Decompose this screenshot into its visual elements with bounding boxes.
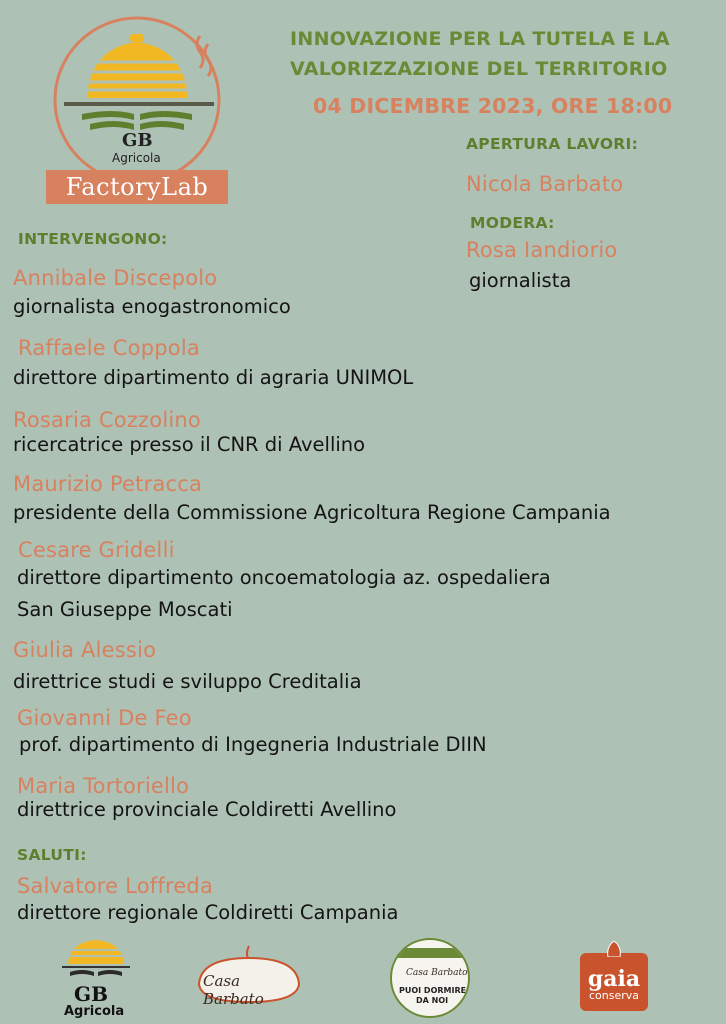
speaker-name: Raffaele Coppola	[18, 336, 200, 360]
conserva-text: conserva	[588, 989, 640, 1002]
speaker-role: direttore dipartimento oncoematologia az. ospedaliera	[17, 566, 551, 589]
gaia-text: gaia	[587, 966, 641, 992]
speaker-name: Giulia Alessio	[13, 638, 157, 662]
speaker-name: Maria Tortoriello	[17, 774, 190, 798]
footer-puoi-dormire-logo	[390, 938, 470, 1018]
speaker-name: Giovanni De Feo	[17, 706, 192, 730]
event-title	[290, 24, 670, 84]
speaker-role-continued: San Giuseppe Moscati	[17, 598, 233, 621]
puoi-dormire-top: Casa Barbato	[406, 968, 468, 978]
gb-cloche-icon	[60, 938, 132, 984]
speaker-name: Annibale Discepolo	[13, 266, 218, 290]
footer-casa-barbato-logo	[193, 944, 305, 1006]
footer-gb-agricola-logo	[60, 938, 132, 1020]
factorylab-logo	[42, 10, 232, 205]
apertura-name: Nicola Barbato	[466, 172, 624, 196]
speaker-name: Cesare Gridelli	[18, 538, 175, 562]
speaker-role: direttrice studi e sviluppo Creditalia	[13, 670, 362, 693]
title-line-1: INNOVAZIONE PER LA TUTELA E LA	[290, 28, 670, 50]
saluti-role: direttore regionale Coldiretti Campania	[17, 901, 399, 924]
logo-gb: GB	[122, 130, 153, 151]
footer-agricola-text: Agricola	[64, 1004, 125, 1019]
intervengono-label: INTERVENGONO:	[18, 230, 168, 248]
garlic-icon	[602, 941, 626, 957]
event-date: 04 DICEMBRE 2023, ORE 18:00	[313, 94, 673, 118]
modera-name: Rosa Iandiorio	[466, 238, 618, 262]
speaker-name: Maurizio Petracca	[13, 472, 203, 496]
speaker-role: ricercatrice presso il CNR di Avellino	[13, 433, 366, 456]
title-line-2: VALORIZZAZIONE DEL TERRITORIO	[290, 58, 668, 80]
speaker-role: giornalista enogastronomico	[13, 295, 291, 318]
casa-barbato-text: Casa Barbato	[203, 972, 264, 1008]
speaker-role: presidente della Commissione Agricoltura Regione Campania	[13, 501, 611, 524]
footer-gaia-conserva-logo	[580, 953, 648, 1011]
speaker-role: direttrice provinciale Coldiretti Avellino	[17, 798, 397, 821]
logo-factorylab-band: FactoryLab	[46, 170, 228, 204]
puoi-dormire-line1: PUOI DORMIRE	[399, 986, 467, 995]
speaker-name: Rosaria Cozzolino	[13, 408, 201, 432]
saluti-label: SALUTI:	[17, 846, 87, 864]
modera-label: MODERA:	[470, 214, 555, 232]
green-band-icon	[396, 948, 464, 958]
saluti-name: Salvatore Loffreda	[17, 874, 214, 898]
modera-role: giornalista	[469, 269, 572, 292]
puoi-dormire-line2: DA NOI	[416, 996, 449, 1005]
footer-gb-text: GB	[74, 982, 108, 1006]
apertura-label: APERTURA LAVORI:	[466, 135, 639, 153]
logo-agricola: Agricola	[112, 151, 161, 165]
speaker-role: prof. dipartimento di Ingegneria Industriale DIIN	[19, 733, 487, 756]
speaker-role: direttore dipartimento di agraria UNIMOL	[13, 366, 414, 389]
